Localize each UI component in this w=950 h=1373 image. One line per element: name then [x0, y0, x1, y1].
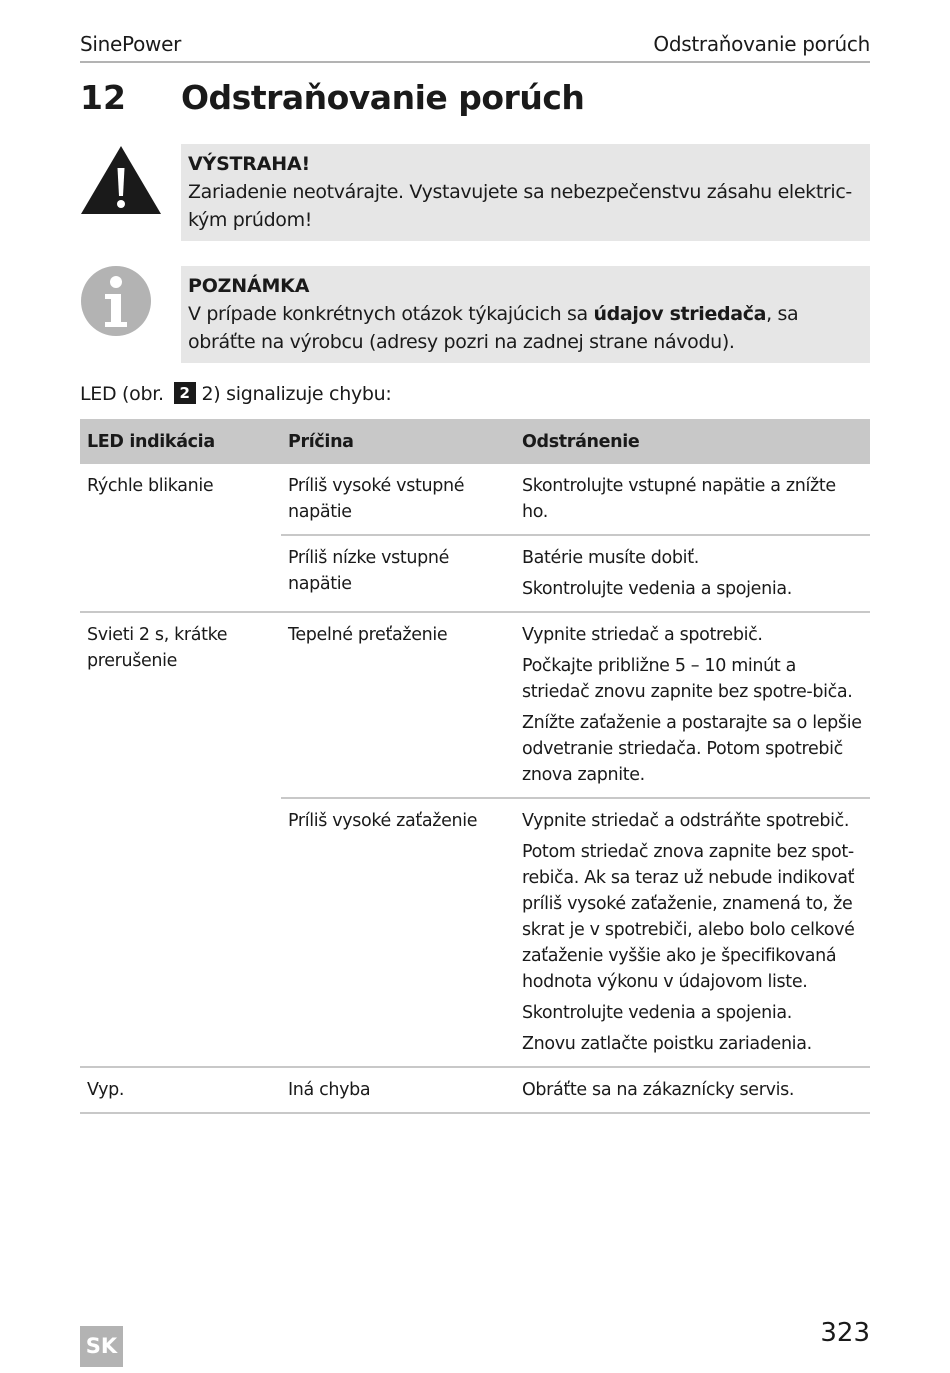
cell-cause: Príliš nízke vstupné napätie	[281, 535, 515, 612]
column-header-remedy: Odstránenie	[515, 419, 870, 464]
cell-led	[80, 535, 281, 612]
cell-remedy	[515, 464, 870, 535]
remedy-step: Znovu zatlačte poistku zariadenia.	[522, 1034, 812, 1054]
table-row	[80, 612, 870, 798]
remedy-step: Skontrolujte vedenia a spojenia.	[522, 1003, 792, 1023]
warning-triangle-icon	[80, 144, 162, 216]
table-row	[80, 798, 870, 1067]
note-heading: POZNÁMKA	[188, 275, 310, 297]
table-row	[80, 535, 870, 612]
table-row	[80, 464, 870, 535]
cell-led: Rýchle blikanie	[87, 476, 214, 496]
table-intro	[80, 380, 392, 408]
troubleshooting-table	[80, 419, 870, 1114]
figure-reference-badge: 2	[174, 382, 196, 404]
remedy-step: Vypnite striedač a odstráňte spotrebič.	[522, 811, 850, 831]
cell-led	[80, 798, 281, 1067]
column-header-cause: Príčina	[281, 419, 515, 464]
header-section-title: Odstraňovanie porúch	[653, 32, 870, 56]
remedy-step: Potom striedač znova zapnite bez spot-rebiča. Ak sa teraz už nebude indikovať príliš vysoké zaťaženie, znamená to, že skrat je v spotrebiči, alebo bolo celkové zaťaženie vyššie ako je špecifikovaná hodnota výkonu v údajovom liste.	[522, 842, 855, 992]
cell-cause: Príliš vysoké zaťaženie	[281, 798, 515, 1067]
header-product-name: SinePower	[80, 32, 182, 56]
table-row	[80, 1067, 870, 1113]
warning-box	[181, 144, 870, 241]
remedy-step: Znížte zaťaženie a postarajte sa o lepšie odvetranie striedača. Potom spotrebič znova zapnite.	[522, 713, 862, 785]
header-divider	[80, 61, 870, 63]
remedy-step: Skontrolujte vstupné napätie a znížte ho.	[522, 476, 836, 522]
warning-text-line1: Zariadenie neotvárajte. Vystavujete sa nebezpečenstvu zásahu elektric-	[188, 181, 852, 203]
remedy-step: Obráťte sa na zákaznícky servis.	[522, 1080, 795, 1100]
remedy-step: Batérie musíte dobiť.	[522, 548, 699, 568]
note-text-bold: údajov striedača	[593, 303, 767, 325]
cell-led: Vyp.	[80, 1067, 281, 1113]
warning-text-line2: kým prúdom!	[188, 209, 312, 231]
cell-cause: Iná chyba	[281, 1067, 515, 1113]
cell-cause: Príliš vysoké vstupné napätie	[281, 464, 515, 535]
note-text-line2: obráťte na výrobcu (adresy pozri na zadnej strane návodu).	[188, 331, 735, 353]
chapter-number: 12	[80, 78, 126, 117]
cell-led: Svieti 2 s, krátke prerušenie	[87, 625, 228, 671]
note-text	[188, 300, 862, 356]
cell-remedy	[515, 1067, 870, 1113]
remedy-step: Skontrolujte vedenia a spojenia.	[522, 579, 792, 599]
remedy-step: Počkajte približne 5 – 10 minút a striedač znovu zapnite bez spotre-biča.	[522, 656, 853, 702]
intro-text-after: 2) signalizuje chybu:	[201, 383, 392, 405]
cell-remedy	[515, 798, 870, 1067]
remedy-step: Vypnite striedač a spotrebič.	[522, 625, 763, 645]
language-badge: SK	[80, 1326, 123, 1367]
cell-remedy	[515, 612, 870, 798]
column-header-led: LED indikácia	[80, 419, 281, 464]
warning-heading: VÝSTRAHA!	[188, 153, 310, 175]
chapter-title: Odstraňovanie porúch	[181, 78, 585, 117]
page-number: 323	[820, 1318, 870, 1348]
table-header-row	[80, 419, 870, 464]
cell-cause: Tepelné preťaženie	[281, 612, 515, 798]
cell-remedy	[515, 535, 870, 612]
intro-text-before: LED (obr.	[80, 383, 164, 405]
info-icon	[80, 265, 152, 337]
note-text-start: V prípade konkrétnych otázok týkajúcich sa	[188, 303, 594, 325]
warning-text	[188, 178, 862, 234]
note-text-end: , sa	[766, 303, 799, 325]
note-box	[181, 266, 870, 363]
